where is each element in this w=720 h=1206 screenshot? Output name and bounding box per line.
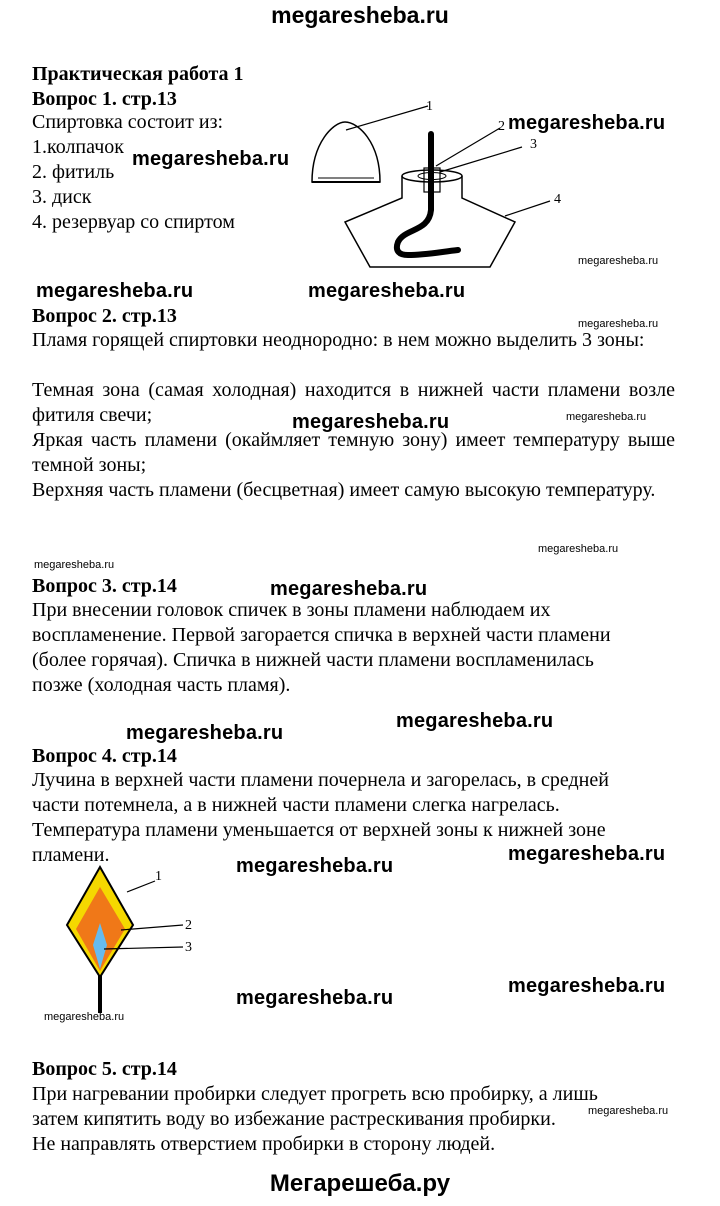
work-title: Практическая работа 1 bbox=[32, 63, 244, 85]
q5-line-1: При нагревании пробирки следует прогреть всю пробирку, а лишь bbox=[32, 1083, 598, 1105]
watermark: megaresheba.ru bbox=[132, 148, 290, 170]
watermark: megaresheba.ru bbox=[126, 722, 284, 744]
flame-label-1: 1 bbox=[155, 869, 162, 884]
q1-item-2: 2. фитиль bbox=[32, 161, 115, 183]
q3-line-3: (более горячая). Спичка в нижней части пламени воспламенилась bbox=[32, 649, 594, 671]
q3-heading: Вопрос 3. стр.14 bbox=[32, 575, 177, 597]
q4-line-2: части потемнела, а в нижней части пламени слегка нагрелась. bbox=[32, 794, 560, 816]
q2-paragraph-3: Яркая часть пламени (окаймляет темную зону) имеет температуру выше темной зоны; bbox=[32, 429, 675, 476]
cap-shape bbox=[312, 122, 380, 182]
lamp-label-3: 3 bbox=[530, 137, 537, 152]
q1-item-4: 4. резервуар со спиртом bbox=[32, 211, 235, 233]
watermark: megaresheba.ru bbox=[588, 1105, 669, 1117]
q2-heading: Вопрос 2. стр.13 bbox=[32, 305, 177, 327]
q5-line-3: Не направлять отверстием пробирки в сторону людей. bbox=[32, 1133, 496, 1155]
watermark: megaresheba.ru bbox=[396, 710, 554, 732]
q1-item-3: 3. диск bbox=[32, 186, 92, 208]
flame-label-3: 3 bbox=[185, 940, 192, 955]
q3-line-4: позже (холодная часть пламя). bbox=[32, 674, 291, 696]
q2-paragraph-4: Верхняя часть пламени (бесцветная) имеет самую высокую температуру. bbox=[32, 479, 656, 501]
watermark: megaresheba.ru bbox=[44, 1011, 125, 1023]
lamp-label-4: 4 bbox=[554, 192, 561, 207]
footer-site-title: Мегарешеба.ру bbox=[269, 1170, 451, 1197]
q4-heading: Вопрос 4. стр.14 bbox=[32, 745, 177, 767]
q3-line-2: воспламенение. Первой загорается спичка в верхней части пламени bbox=[32, 624, 611, 646]
header-site-title: megaresheba.ru bbox=[271, 2, 449, 28]
q2-paragraph-2: Темная зона (самая холодная) находится в нижней части пламени возле фитиля свечи; bbox=[32, 379, 675, 426]
watermark: megaresheba.ru bbox=[578, 255, 659, 267]
q1-item-1: 1.колпачок bbox=[32, 136, 124, 158]
q4-line-4: пламени. bbox=[32, 844, 110, 866]
watermark: megaresheba.ru bbox=[566, 411, 647, 423]
watermark: megaresheba.ru bbox=[538, 543, 619, 555]
q4-line-1: Лучина в верхней части пламени почернела и загорелась, в средней bbox=[32, 769, 609, 791]
q1-intro: Спиртовка состоит из: bbox=[32, 111, 224, 133]
q1-heading: Вопрос 1. стр.13 bbox=[32, 88, 177, 110]
q5-line-2: затем кипятить воду во избежание растрескивания пробирки. bbox=[32, 1108, 556, 1130]
watermark: megaresheba.ru bbox=[578, 318, 659, 330]
watermark: megaresheba.ru bbox=[36, 280, 194, 302]
watermark: megaresheba.ru bbox=[508, 112, 666, 134]
watermark: megaresheba.ru bbox=[270, 578, 428, 600]
q4-line-3: Температура пламени уменьшается от верхней зоны к нижней зоне bbox=[32, 819, 606, 841]
flame-diagram bbox=[55, 865, 215, 1015]
watermark: megaresheba.ru bbox=[292, 411, 450, 433]
watermark: megaresheba.ru bbox=[508, 843, 666, 865]
watermark: megaresheba.ru bbox=[308, 280, 466, 302]
lamp-label-2: 2 bbox=[498, 119, 505, 134]
wick-shape bbox=[397, 134, 458, 255]
lamp-label-1: 1 bbox=[426, 99, 433, 114]
watermark: megaresheba.ru bbox=[236, 987, 394, 1009]
q2-paragraph-1: Пламя горящей спиртовки неоднородно: в нем можно выделить 3 зоны: bbox=[32, 329, 645, 351]
watermark: megaresheba.ru bbox=[34, 559, 115, 571]
watermark: megaresheba.ru bbox=[236, 855, 394, 877]
q5-heading: Вопрос 5. стр.14 bbox=[32, 1058, 177, 1080]
flame-label-2: 2 bbox=[185, 918, 192, 933]
q3-line-1: При внесении головок спичек в зоны пламени наблюдаем их bbox=[32, 599, 551, 621]
watermark: megaresheba.ru bbox=[508, 975, 666, 997]
